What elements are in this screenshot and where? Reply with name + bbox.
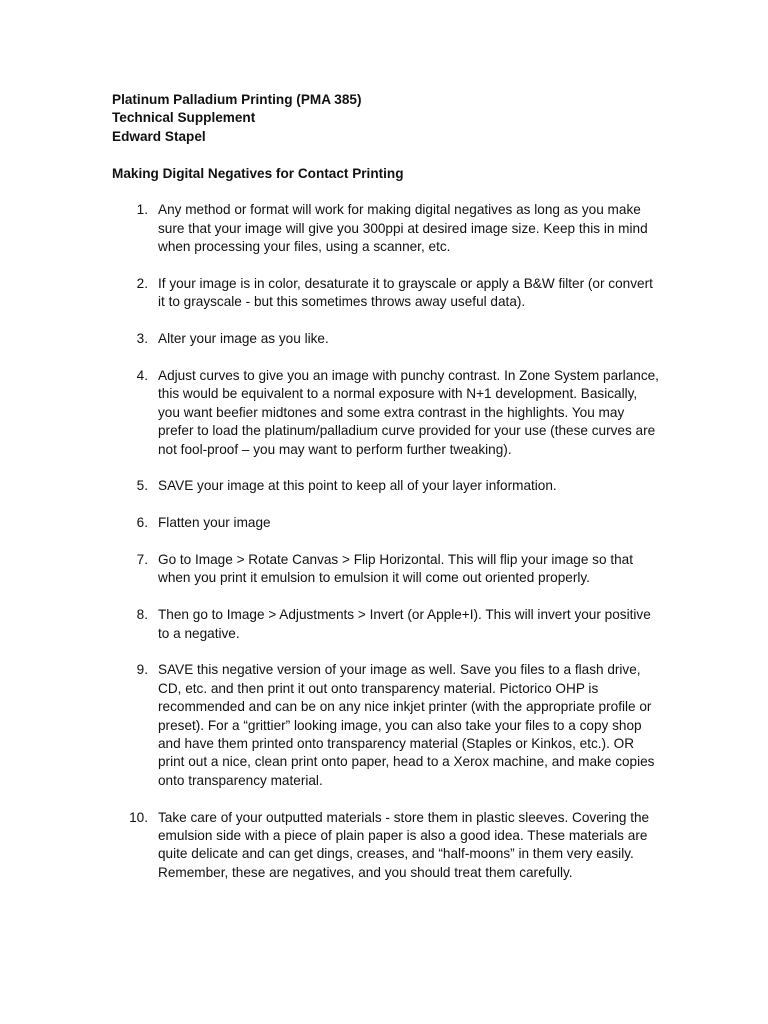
list-item [112, 330, 660, 348]
list-item [112, 606, 660, 643]
step-text: Any method or format will work for making digital negatives as long as you make sure that your image will give you 300ppi at desired image size. Keep this in mind when processing your files, using a scanner, etc. [158, 202, 648, 255]
step-number: 3. [136, 331, 148, 347]
list-item [112, 275, 660, 312]
author-name: Edward Stapel [112, 128, 206, 144]
step-number: 8. [136, 607, 148, 623]
list-item [112, 661, 660, 790]
step-text: Flatten your image [158, 515, 271, 531]
step-number: 5. [136, 478, 148, 494]
step-text: Alter your image as you like. [158, 331, 329, 347]
list-item [112, 514, 660, 532]
section-heading: Making Digital Negatives for Contact Printing [112, 165, 404, 181]
step-number: 4. [136, 368, 148, 384]
list-item [112, 809, 660, 883]
step-text: SAVE your image at this point to keep all of your layer information. [158, 478, 557, 494]
step-text: SAVE this negative version of your image as well. Save you files to a flash drive, CD, etc. and then print it out onto transparency material. Pictorico OHP is recommended and can be on any nice inkjet printer (with the appropriate profile or preset). For a “grittier” looking image, you can also take your files to a copy shop and have them printed onto transparency material (Staples or Kinkos, etc.). OR print out a nice, clean print onto paper, head to a Xerox machine, and make copies onto transparency material. [158, 662, 655, 788]
step-number: 1. [136, 202, 148, 218]
document-body [112, 91, 660, 901]
step-text: Then go to Image > Adjustments > Invert (or Apple+I). This will invert your positive to a negative. [158, 607, 651, 641]
list-item [112, 477, 660, 495]
step-number: 7. [136, 552, 148, 568]
step-number: 6. [136, 515, 148, 531]
step-text: Take care of your outputted materials - store them in plastic sleeves. Covering the emulsion side with a piece of plain paper is also a good idea. These materials are quite delicate and can get dings, creases, and “half-moons” in them very easily. Remember, these are negatives, and you should treat them carefully. [158, 809, 650, 880]
step-number: 2. [136, 276, 148, 292]
course-title: Platinum Palladium Printing (PMA 385) [112, 92, 362, 107]
step-text: Go to Image > Rotate Canvas > Flip Horizontal. This will flip your image so that when you print it emulsion to emulsion it will come out oriented properly. [158, 552, 633, 586]
list-item [112, 367, 660, 459]
step-number: 9. [136, 662, 148, 678]
step-number: 10. [129, 809, 148, 825]
list-item [112, 201, 660, 256]
document-subtitle: Technical Supplement [112, 110, 256, 126]
step-text: If your image is in color, desaturate it to grayscale or apply a B&W filter (or convert it to grayscale - but this sometimes throws away useful data). [158, 276, 653, 310]
list-item [112, 551, 660, 588]
step-text: Adjust curves to give you an image with punchy contrast. In Zone System parlance, this would be equivalent to a normal exposure with N+1 development. Basically, you want beefier midtones and some extra contrast in the highlights. You may prefer to load the platinum/palladium curve provided for your use (these curves are not fool-proof – you may want to perform further tweaking). [158, 368, 659, 457]
steps-list [112, 201, 660, 882]
